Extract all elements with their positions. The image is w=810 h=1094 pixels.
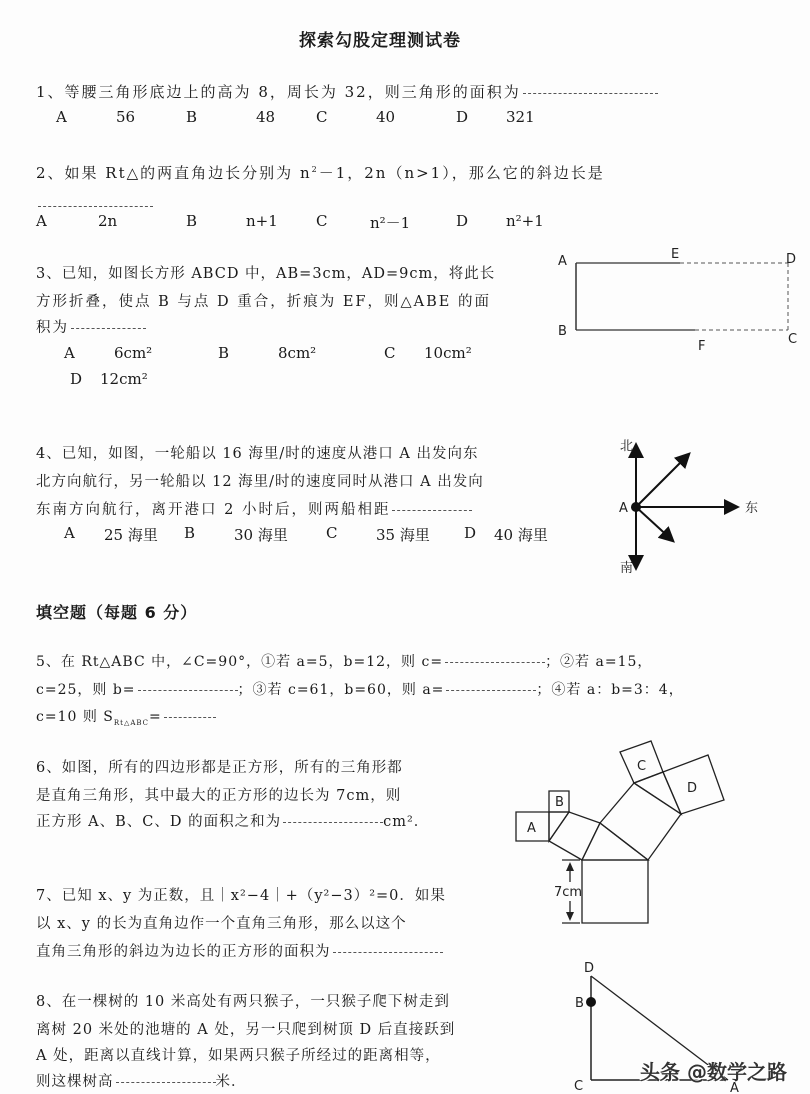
question-5-text: c=10 则 S — [36, 709, 114, 725]
question-8-text: 则这棵树高 — [36, 1074, 114, 1090]
north-label: 北 — [620, 439, 634, 454]
origin-label: A — [619, 501, 628, 516]
question-6-text: cm²． — [383, 814, 430, 830]
option-letter: B — [186, 212, 198, 230]
option-value: 40 — [376, 108, 396, 126]
square-a-label: A — [527, 821, 536, 836]
option-letter: C — [384, 344, 396, 362]
option-value: 321 — [506, 108, 535, 126]
question-8-line-1: 8、在一棵树的 10 米高处有两只猴子，一只猴子爬下树走到 — [36, 994, 450, 1010]
option-value: 25 海里 — [104, 526, 158, 544]
option-value: 30 海里 — [234, 526, 288, 544]
option-letter: D — [456, 108, 469, 126]
point-b-label: B — [558, 324, 567, 339]
point-e-label: E — [671, 247, 680, 262]
option-letter: B — [186, 108, 198, 126]
east-label: 东 — [745, 501, 759, 516]
option-value: 10cm² — [424, 344, 472, 362]
option-letter: A — [64, 344, 75, 362]
option-value: 8cm² — [278, 344, 317, 362]
rectangle-fold-figure — [540, 240, 810, 360]
option-value: 6cm² — [114, 344, 153, 362]
question-1 — [36, 82, 658, 102]
option-value: 48 — [256, 108, 276, 126]
answer-blank — [333, 952, 443, 953]
point-a-label: A — [558, 254, 567, 269]
question-5-line-2 — [36, 680, 684, 700]
question-5-text: ；④若 a：b=3：4， — [536, 682, 684, 698]
point-d-label: D — [584, 961, 595, 976]
option-letter: A — [64, 524, 75, 542]
question-7-line-1: 7、已知 x、y 为正数，且｜x²−4｜+（y²−3）²=0．如果 — [36, 888, 446, 904]
question-5-text: = — [149, 709, 162, 725]
question-7-line-2: 以 x、y 的长为直角边作一个直角三角形，那么以这个 — [36, 916, 407, 932]
question-4-text: 东南方向航行，离开港口 2 小时后，则两船相距 — [36, 502, 391, 518]
question-7-text: 直角三角形的斜边为边长的正方形的面积为 — [36, 944, 331, 960]
question-5-text: 5、在 Rt△ABC 中，∠C=90°，①若 a=5，b=12，则 c= — [36, 654, 444, 670]
superscript: 2 — [311, 165, 319, 174]
answer-blank — [138, 690, 238, 691]
option-value: 40 海里 — [494, 526, 548, 544]
question-4-line-3 — [36, 500, 472, 520]
question-4-line-2: 北方向航行，另一轮船以 12 海里/时的速度同时从港口 A 出发向 — [36, 474, 484, 490]
watermark: 头条 @数学之路 — [640, 1060, 787, 1084]
option-letter: A — [36, 212, 47, 230]
option-letter: D — [464, 524, 477, 542]
question-8-text: 米． — [215, 1074, 247, 1090]
answer-blank — [164, 717, 216, 718]
square-d-label: D — [687, 781, 698, 796]
answer-blank — [392, 510, 472, 511]
point-f-label: F — [698, 339, 706, 354]
option-value: 2n — [98, 212, 118, 230]
question-8-line-3: A 处，距离以直线计算，如果两只猴子所经过的距离相等， — [36, 1048, 441, 1064]
section-title: 填空题（每题 6 分） — [36, 603, 198, 622]
question-8-line-2: 离树 20 米处的池塘的 A 处，另一只爬到树顶 D 后直接跃到 — [36, 1022, 456, 1038]
pythagoras-tree-figure — [500, 740, 810, 940]
point-c-label: C — [788, 332, 798, 347]
answer-blank — [283, 822, 383, 823]
question-3-line-2: 方形折叠，使点 B 与点 D 重合，折痕为 EF，则△ABE 的面 — [36, 294, 491, 310]
question-5-text: ；③若 c=61，b=60，则 a= — [237, 682, 445, 698]
question-6-text: 正方形 A、B、C、D 的面积之和为 — [36, 814, 282, 830]
option-value: 56 — [116, 108, 136, 126]
answer-blank — [71, 328, 146, 329]
point-c-label: C — [574, 1079, 584, 1094]
option-value: n²－1 — [370, 214, 411, 232]
option-letter: B — [184, 524, 196, 542]
question-6-line-1: 6、如图，所有的四边形都是正方形，所有的三角形都 — [36, 760, 403, 776]
side-length-label: 7cm — [554, 885, 583, 900]
option-value: 35 海里 — [376, 526, 430, 544]
option-value: 12cm² — [100, 370, 148, 388]
question-7-line-3 — [36, 942, 443, 962]
question-2-text-a: 2、如果 Rt△的两直角边长分别为 n — [36, 164, 312, 182]
answer-blank — [445, 662, 545, 663]
question-3-line-3 — [36, 318, 146, 338]
option-letter: C — [326, 524, 338, 542]
answer-blank-line — [36, 196, 153, 215]
question-2 — [36, 160, 605, 183]
option-value: n²+1 — [506, 212, 544, 230]
question-1-text: 1、等腰三角形底边上的高为 8，周长为 32，则三角形的面积为 — [36, 83, 521, 101]
compass-direction-figure — [600, 430, 810, 580]
option-value: n+1 — [246, 212, 278, 230]
south-label: 南 — [620, 561, 634, 576]
answer-blank — [38, 206, 153, 207]
question-8-line-4 — [36, 1072, 247, 1092]
option-letter: D — [70, 370, 83, 388]
question-2-text-b: －1，2n（n>1），那么它的斜边长是 — [318, 164, 605, 182]
option-letter: C — [316, 212, 328, 230]
option-letter: B — [218, 344, 230, 362]
option-letter: A — [56, 108, 67, 126]
square-c-label: C — [637, 759, 647, 774]
square-b-label: B — [555, 795, 564, 810]
point-d-label: D — [786, 252, 797, 267]
question-3-text: 积为 — [36, 320, 69, 336]
point-b-label: B — [575, 996, 584, 1011]
question-3-line-1: 3、已知，如图长方形 ABCD 中，AB=3cm，AD=9cm，将此长 — [36, 266, 496, 282]
page-title: 探索勾股定理测试卷 — [299, 31, 461, 51]
question-6-line-2: 是直角三角形，其中最大的正方形的边长为 7cm，则 — [36, 788, 402, 804]
question-6-line-3 — [36, 812, 429, 832]
subscript: Rt△ABC — [113, 718, 150, 727]
question-5-text: c=25，则 b= — [36, 682, 136, 698]
question-5-line-1 — [36, 652, 652, 672]
point-a-label: A — [730, 1081, 739, 1094]
answer-blank — [116, 1082, 216, 1083]
question-5-text: ；②若 a=15， — [545, 654, 653, 670]
question-5-line-3 — [36, 707, 216, 733]
answer-blank — [523, 93, 658, 94]
question-4-line-1: 4、已知，如图，一轮船以 16 海里/时的速度从港口 A 出发向东 — [36, 446, 479, 462]
option-letter: D — [456, 212, 469, 230]
answer-blank — [446, 690, 536, 691]
option-letter: C — [316, 108, 328, 126]
